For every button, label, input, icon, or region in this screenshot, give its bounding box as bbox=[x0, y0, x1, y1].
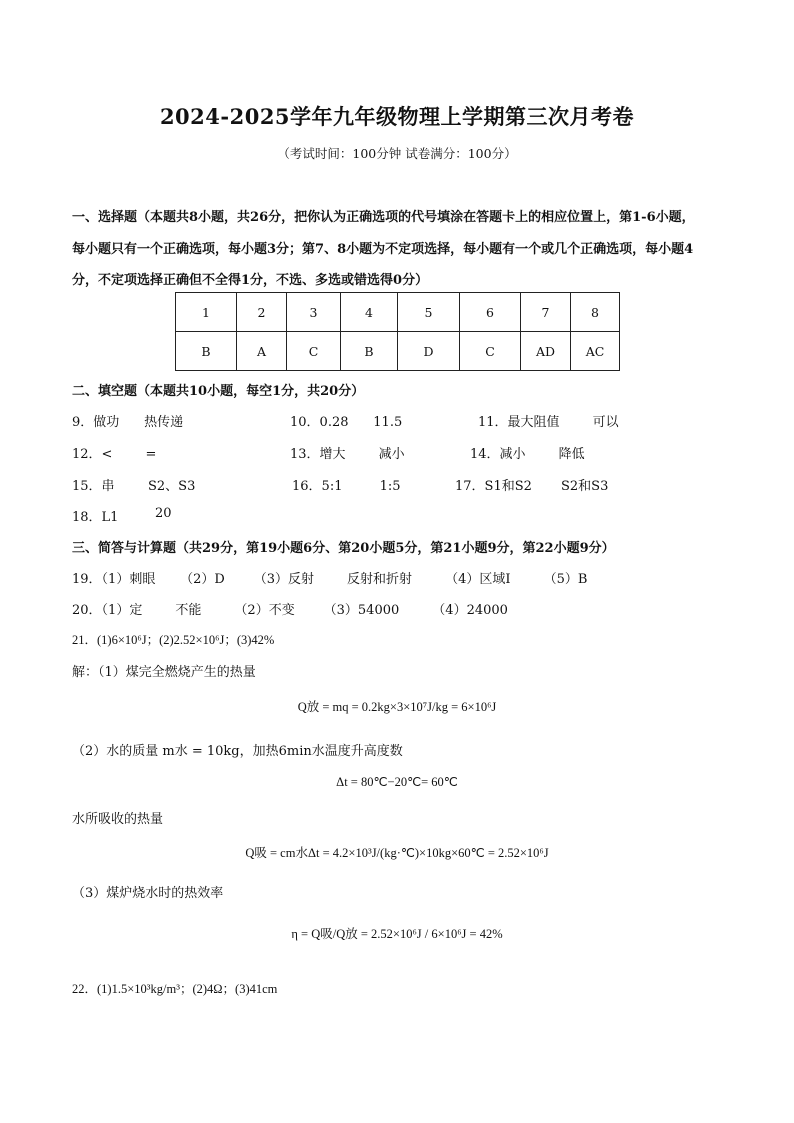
answer-q18-b: 20 bbox=[155, 506, 172, 521]
table-cell: 5 bbox=[398, 293, 460, 332]
answer-row bbox=[176, 332, 620, 371]
equation-heat-absorbed: Q吸 = cm水Δt = 4.2×10³J/(kg·℃)×10kg×60℃ = 2.52×10⁶J bbox=[245, 846, 549, 860]
answer-q14: 14．减小 降低 bbox=[470, 447, 585, 462]
answer-q11: 11．最大阻值 可以 bbox=[478, 415, 619, 430]
answer-q13: 13．增大 减小 bbox=[290, 447, 405, 462]
answer-q15-b: S2、S3 bbox=[148, 479, 196, 494]
section1-instructions-line1: 一、选择题（本题共8小题，共26分，把你认为正确选项的代号填涂在答题卡上的相应位置上，第1-6小题， bbox=[72, 210, 695, 225]
table-cell: D bbox=[398, 332, 460, 371]
answer-q20: 20．（1）定 不能 （2）不变 （3）54000 （4）24000 bbox=[72, 603, 508, 618]
table-cell: 2 bbox=[237, 293, 287, 332]
solution-intro: 解：（1）煤完全燃烧产生的热量 bbox=[72, 665, 256, 680]
table-cell: B bbox=[176, 332, 237, 371]
answer-q15-a: 15．串 bbox=[72, 479, 115, 494]
table-cell: 7 bbox=[521, 293, 571, 332]
page-title: 2024-2025学年九年级物理上学期第三次月考卷 bbox=[159, 104, 635, 129]
answer-table bbox=[175, 292, 620, 371]
answer-q18-a: 18．L1 bbox=[72, 510, 119, 525]
section2-heading: 二、填空题（本题共10小题，每空1分，共20分） bbox=[72, 384, 365, 399]
table-cell: AD bbox=[521, 332, 571, 371]
solution-heat-absorbed-label: 水所吸收的热量 bbox=[72, 812, 164, 827]
equation-efficiency: η = Q吸/Q放 = 2.52×10⁶J / 6×10⁶J = 42% bbox=[291, 927, 503, 941]
table-cell: A bbox=[237, 332, 287, 371]
solution-part3: （3）煤炉烧水时的热效率 bbox=[72, 886, 224, 901]
table-cell: C bbox=[460, 332, 521, 371]
table-cell: 6 bbox=[460, 293, 521, 332]
question-number-row bbox=[176, 293, 620, 332]
section3-heading: 三、简答与计算题（共29分，第19小题6分、第20小题5分，第21小题9分，第22小题9分） bbox=[72, 541, 615, 556]
answer-q17-a: 17．S1和S2 bbox=[455, 479, 532, 494]
answer-q9: 9．做功 热传递 bbox=[72, 415, 184, 430]
answer-q21: 21．(1)6×10⁶J；(2)2.52×10⁶J；(3)42% bbox=[72, 633, 275, 647]
answer-q10: 10．0.28 11.5 bbox=[290, 415, 403, 430]
table-cell: C bbox=[287, 332, 341, 371]
answer-q17-b: S2和S3 bbox=[561, 479, 609, 494]
section1-instructions-line3: 分，不定项选择正确但不全得1分，不选、多选或错选得0分） bbox=[72, 273, 429, 288]
table-cell: 8 bbox=[571, 293, 620, 332]
table-cell: 4 bbox=[341, 293, 398, 332]
equation-heat-released: Q放 = mq = 0.2kg×3×10⁷J/kg = 6×10⁶J bbox=[297, 700, 497, 714]
answer-q16: 16．5:1 1:5 bbox=[292, 479, 401, 494]
answer-q12: 12．< = bbox=[72, 447, 157, 462]
solution-part2: （2）水的质量 m水 = 10kg，加热6min水温度升高度数 bbox=[72, 744, 403, 759]
table-cell: B bbox=[341, 332, 398, 371]
equation-temperature-change: Δt = 80℃−20℃= 60℃ bbox=[336, 775, 458, 789]
exam-info: （考试时间：100分钟 试卷满分：100分） bbox=[277, 146, 517, 161]
table-cell: 3 bbox=[287, 293, 341, 332]
answer-q22: 22．(1)1.5×10³kg/m³；(2)4Ω；(3)41cm bbox=[72, 982, 278, 996]
table-cell: 1 bbox=[176, 293, 237, 332]
section1-instructions-line2: 每小题只有一个正确选项，每小题3分；第7、8小题为不定项选择，每小题有一个或几个正确选项，每小题4 bbox=[72, 242, 694, 257]
answer-q19: 19．（1）刺眼 （2）D （3）反射 反射和折射 （4）区域Ⅰ （5）B bbox=[72, 572, 588, 587]
table-cell: AC bbox=[571, 332, 620, 371]
